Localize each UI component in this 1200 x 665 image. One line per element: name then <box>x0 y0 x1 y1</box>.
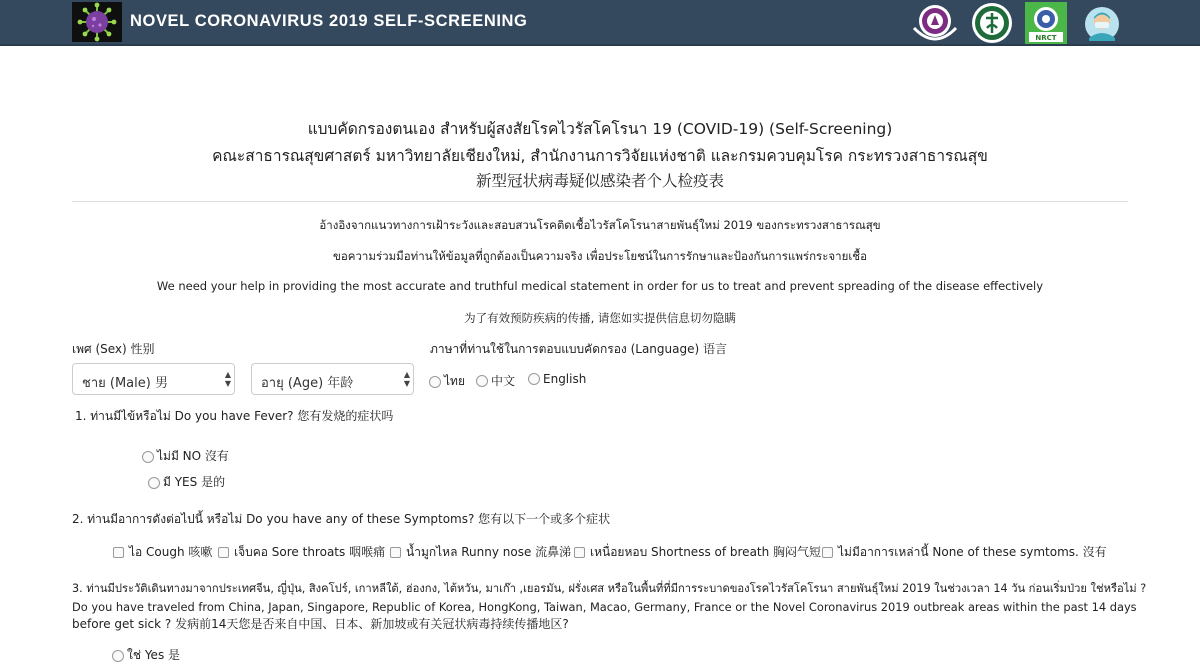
q1-option-label: มี YES 是的 <box>163 475 226 489</box>
checkbox[interactable] <box>822 547 833 558</box>
radio-button[interactable] <box>476 375 488 387</box>
coronavirus-icon[interactable] <box>72 2 122 42</box>
intro-request-thai: ขอความร่วมมือท่านให้ข้อมูลที่ถูกต้องเป็นความจริง เพื่อประโยชน์ในการรักษาและป้องกันการแพร่กระจายเชื้อ <box>333 249 867 263</box>
symptom-runny-nose[interactable] <box>390 543 571 562</box>
public-health-emblem-icon <box>970 2 1014 44</box>
language-option-thai[interactable] <box>429 372 465 391</box>
language-option-label: ไทย <box>444 374 465 388</box>
radio-button[interactable] <box>148 477 160 489</box>
question-3-line-1: 3. ท่านมีประวัติเดินทางมาจากประเทศจีน, ญี่ปุ่น, สิงคโปร์, เกาหลีใต้, ฮ่องกง, ไต้หวัน, มาเก๊า ,เยอรมัน, ฝรั่งเศส หรือในพื้นที่ที่มีการระบาดของโรคไวรัสโคโรนา สายพันธุ์ใหม่ 2019 ในช่วงเวลา 14 วัน ก่อนเริ่มป่วย ใช่หรือไม่ ? <box>72 582 1147 595</box>
q1-option-label: ไม่มี NO 沒有 <box>157 449 229 463</box>
q1-option-yes[interactable] <box>148 473 225 492</box>
age-select-value: อายุ (Age) 年龄 <box>261 376 354 391</box>
radio-button[interactable] <box>429 376 441 388</box>
language-option-label: 中文 <box>491 374 516 388</box>
checkbox[interactable] <box>113 547 124 558</box>
intro-request-chinese: 为了有效预防疾病的传播, 请您如实提供信息切勿隐瞒 <box>464 311 736 325</box>
radio-button[interactable] <box>142 451 154 463</box>
age-select[interactable] <box>251 363 414 395</box>
intro-reference-text: อ้างอิงจากแนวทางการเฝ้าระวังและสอบสวนโรคติดเชื้อไวรัสโคโรนาสายพันธุ์ใหม่ 2019 ของกระทรวงสาธารณสุข <box>319 218 881 232</box>
sex-label: เพศ (Sex) 性别 <box>72 342 155 356</box>
top-navbar <box>0 0 1200 46</box>
q3-option-label: ใช่ Yes 是 <box>127 648 181 662</box>
sex-select[interactable] <box>72 363 235 395</box>
intro-request-english: We need your help in providing the most accurate and truthful medical statement in order for us to treat and prevent spreading of the disease effectively <box>156 279 1044 293</box>
language-option-chinese[interactable] <box>476 372 515 389</box>
question-2-text: 2. ท่านมีอาการดังต่อไปนี้ หรือไม่ Do you have any of these Symptoms? 您有以下一个或多个症状 <box>72 512 611 526</box>
checkbox[interactable] <box>218 547 229 558</box>
symptom-shortness-of-breath[interactable] <box>574 543 821 562</box>
radio-button[interactable] <box>528 373 540 385</box>
language-label: ภาษาที่ท่านใช้ในการตอบแบบคัดกรอง (Language) 语言 <box>430 342 727 356</box>
form-title-chinese: 新型冠状病毒疑似感染者个人检疫表 <box>475 172 724 190</box>
symptom-cough[interactable] <box>113 543 212 562</box>
divider <box>72 201 1128 202</box>
checkbox[interactable] <box>574 547 585 558</box>
symptom-none[interactable] <box>822 543 1107 562</box>
nrct-logo-icon <box>1025 2 1067 44</box>
symptom-label: น้ำมูกไหล Runny nose 流鼻涕 <box>406 545 572 559</box>
sex-select-value: ชาย (Male) 男 <box>82 376 168 391</box>
question-3-line-3: before get sick ? 发病前14天您是否来自中国、日本、新加坡或有关冠状病毒持续传播地区? <box>72 617 569 631</box>
symptom-label: เจ็บคอ Sore throats 咽喉痛 <box>234 545 386 559</box>
doctor-avatar-icon[interactable] <box>1084 2 1120 44</box>
language-option-english[interactable] <box>528 372 586 386</box>
q1-option-no[interactable] <box>142 447 229 466</box>
q3-option-yes[interactable] <box>112 646 180 665</box>
ministry-seal-icon <box>910 2 960 44</box>
symptom-label: ไม่มีอาการเหล่านี้ None of these symtoms. 沒有 <box>838 545 1107 559</box>
app-title: NOVEL CORONAVIRUS 2019 SELF-SCREENING <box>130 12 528 30</box>
language-option-label: English <box>543 372 587 386</box>
question-3-line-2: Do you have traveled from China, Japan, Singapore, Republic of Korea, HongKong, Taiwan, Macao, Germany, France or the Novel Coronavirus 2019 outbreak areas within the past 14 days <box>72 600 1137 614</box>
form-subtitle-organizations: คณะสาธารณสุขศาสตร์ มหาวิทยาลัยเชียงใหม่, สำนักงานการวิจัยแห่งชาติ และกรมควบคุมโรค กระทรวงสาธารณสุข <box>212 147 988 165</box>
symptom-sore-throat[interactable] <box>218 543 385 562</box>
select-arrows-icon: ▲ ▼ <box>403 370 410 388</box>
question-1-text: 1. ท่านมีไข้หรือไม่ Do you have Fever? 您有发烧的症状吗 <box>75 409 394 423</box>
symptom-label: ไอ Cough 咳嗽 <box>129 545 213 559</box>
form-title-thai: แบบคัดกรองตนเอง สำหรับผู้สงสัยโรคไวรัสโคโรนา 19 (COVID-19) (Self-Screening) <box>307 120 893 138</box>
checkbox[interactable] <box>390 547 401 558</box>
nrct-label: NRCT <box>1035 34 1057 42</box>
select-arrows-icon: ▲ ▼ <box>224 370 231 388</box>
symptom-label: เหนื่อยหอบ Shortness of breath 胸闷气短 <box>590 545 822 559</box>
radio-button[interactable] <box>112 650 124 662</box>
